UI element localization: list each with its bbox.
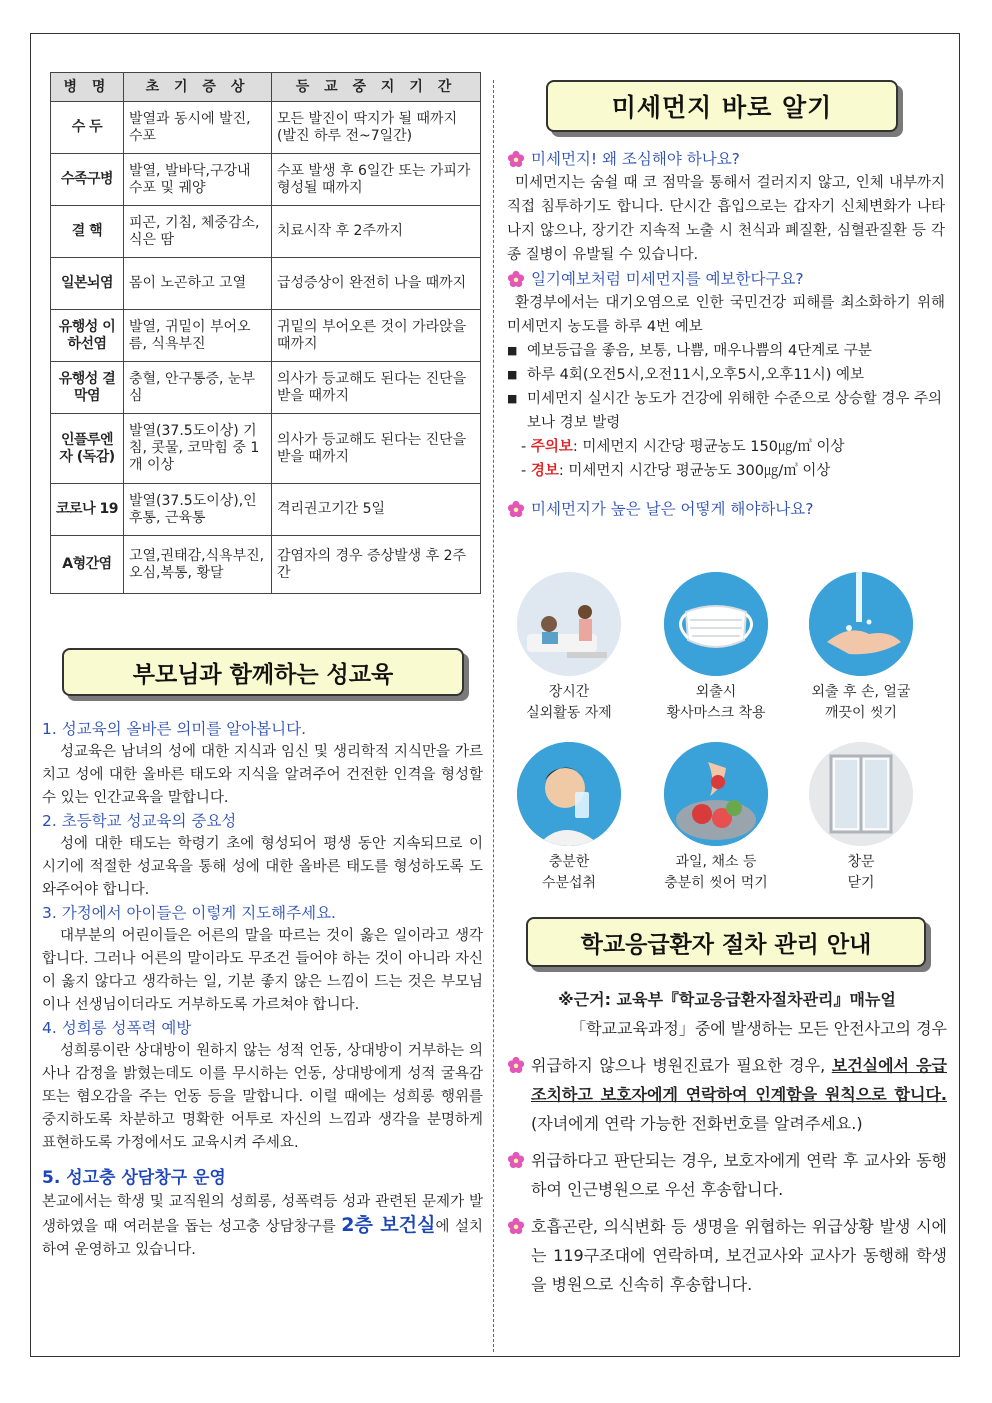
- disease-table: [50, 72, 481, 594]
- table-row: [51, 258, 481, 310]
- header-period: 등 교 중 지 기 간: [272, 73, 481, 102]
- emergency-title: 학교응급환자 절차 관리 안내: [526, 917, 926, 967]
- list-item: [507, 1146, 947, 1204]
- sex-ed-body-3: 대부분의 어린이들은 어른의 말을 따르는 것이 옳은 일이라고 생각합니다. 그러나 어른의 말이라도 무조건 들어야 하는 것이 아니라 자신이 옳지 않다고 생각하는 일, 기분 좋지 않은 느낌이 드는 것은 부모님이나 선생님이더라도 거부하도록 가르쳐야 합니다.: [42, 928, 483, 1013]
- bullet-text: 미세먼지 실시간 농도가 건강에 위해한 수준으로 상승할 경우 주의보나 경보 발령: [527, 391, 943, 431]
- hand-wash-icon: [809, 572, 913, 676]
- flower-icon: [507, 500, 525, 518]
- dust-question-3: [507, 497, 945, 521]
- square-bullet-icon: ■: [507, 344, 518, 357]
- table-row: [51, 414, 481, 484]
- disease-period: 의사가 등교해도 된다는 진단을 받을 때까지: [272, 414, 481, 484]
- tip-wash-food: [656, 742, 776, 894]
- sex-ed-heading-3: 3. 가정에서 아이들은 이렇게 지도해주세요.: [42, 904, 336, 922]
- sex-ed-title: 부모님과 함께하는 성교육: [62, 648, 464, 696]
- dust-tips-grid: [509, 572, 943, 902]
- sex-ed-body-5: [42, 1191, 483, 1262]
- tip-label-2: 실외활동 자제: [526, 705, 612, 721]
- bullet-text: 하루 4회(오전5시,오전11시,오후5시,오후11시) 예보: [527, 367, 865, 383]
- sex-ed-body-5b: 에 설치하여 운영하고 있습니다.: [42, 1219, 483, 1258]
- table-row: [51, 362, 481, 414]
- disease-symptom: 발열(37.5도이상),인후통, 근육통: [124, 484, 272, 536]
- disease-symptom: 발열, 발바닥,구강내 수포 및 궤양: [124, 154, 272, 206]
- table-row: [51, 310, 481, 362]
- dust-question-3-text: 미세먼지가 높은 날은 어떻게 해야하나요?: [531, 500, 814, 518]
- tip-stay-indoors: [509, 572, 629, 724]
- emergency-basis: ※근거: 교육부『학교응급환자절차관리』매뉴얼: [558, 990, 896, 1009]
- disease-name: 인플루엔자 (독감): [51, 414, 124, 484]
- tip-label-2: 황사마스크 착용: [666, 705, 766, 721]
- dust-question-1-text: 미세먼지! 왜 조심해야 하나요?: [531, 150, 740, 168]
- flower-icon: [507, 1151, 525, 1169]
- warning-label: 경보: [530, 463, 559, 479]
- emergency-scope: 「학교교육과정」중에 발생하는 모든 안전사고의 경우: [570, 1019, 947, 1038]
- emergency-item-3: 호흡곤란, 의식변화 등 생명을 위협하는 위급상황 발생 시에는 119구조대에 연락하며, 보건교사와 교사가 동행해 학생을 병원으로 신속히 후송합니다.: [531, 1217, 947, 1294]
- dust-question-2-text: 일기예보처럼 미세먼지를 예보한다구요?: [531, 270, 804, 288]
- mask-icon: [664, 572, 768, 676]
- tip-close-windows: [801, 742, 921, 894]
- flower-icon: [507, 150, 525, 168]
- sex-ed-body-4: 성희롱이란 상대방이 원하지 않는 성적 언동, 상대방이 거부하는 의사나 감정을 밝혔는데도 이를 무시하는 언동, 상대방에게 성적 굴욕감 또는 혐오감을 주는 언동 등을 말합니다. 이럴 때에는 성희롱 행위를 중지하도록 차분하고 명확한 어투로 자신의 느낌과 생각을 분명하게 표현하도록 가정에서도 교육시켜 주세요.: [42, 1043, 483, 1151]
- warning-text: : 미세먼지 시간당 평균농도 300㎍/㎥ 이상: [558, 463, 831, 479]
- header-disease: 병 명: [51, 73, 124, 102]
- sex-ed-heading-5: 5. 성고충 상담창구 운영: [42, 1168, 226, 1188]
- disease-name: 수족구병: [51, 154, 124, 206]
- disease-name: 수 두: [51, 102, 124, 154]
- square-bullet-icon: ■: [507, 368, 518, 381]
- disease-symptom: 피곤, 기침, 체중감소, 식은 땀: [124, 206, 272, 258]
- dust-question-1: [507, 147, 945, 171]
- family-indoors-icon: [517, 572, 621, 676]
- header-symptom: 초 기 증 상: [124, 73, 272, 102]
- sex-ed-heading-2: 2. 초등학교 성교육의 중요성: [42, 812, 237, 830]
- sex-ed-section: [42, 718, 483, 1262]
- emergency-item-1: [531, 1051, 947, 1138]
- list-item: [507, 1051, 947, 1138]
- window-icon: [809, 742, 913, 846]
- watch-text: : 미세먼지 시간당 평균농도 150㎍/㎥ 이상: [572, 439, 845, 455]
- flower-icon: [507, 1056, 525, 1074]
- warning-level: - 경보: 미세먼지 시간당 평균농도 300㎍/㎥ 이상: [521, 463, 831, 479]
- emergency-item-1b: (자녀에게 연락 가능한 전화번호를 알려주세요.): [531, 1114, 863, 1133]
- dust-answer-2: 환경부에서는 대기오염으로 인한 국민건강 피해를 최소화하기 위해 미세먼지 농도를 하루 4번 예보: [507, 295, 945, 335]
- table-row: [51, 484, 481, 536]
- list-item: [507, 387, 945, 435]
- emergency-item-1a: 위급하지 않으나 병원진료가 필요한 경우,: [531, 1056, 832, 1075]
- disease-name: 결 핵: [51, 206, 124, 258]
- list-item: [507, 339, 945, 363]
- emergency-item-2: 위급하다고 판단되는 경우, 보호자에게 연락 후 교사와 동행하여 인근병원으로 우선 후송합니다.: [531, 1151, 947, 1199]
- tip-label-1: 장시간: [548, 684, 590, 700]
- table-row: [51, 536, 481, 594]
- tip-label-1: 충분한: [548, 854, 590, 870]
- tip-label-2: 수분섭취: [541, 875, 597, 891]
- disease-name: 유행성 결막염: [51, 362, 124, 414]
- tip-wear-mask: [656, 572, 776, 724]
- sex-ed-body-2: 성에 대한 태도는 학령기 초에 형성되어 평생 동안 지속되므로 이 시기에 적절한 성교육을 통해 성에 대한 올바른 태도를 형성하도록 도와주어야 합니다.: [42, 836, 483, 898]
- watch-level: - 주의보: 미세먼지 시간당 평균농도 150㎍/㎥ 이상: [521, 439, 845, 455]
- table-header-row: [51, 73, 481, 102]
- sex-ed-heading-4: 4. 성희롱 성폭력 예방: [42, 1019, 192, 1037]
- bullet-text: 예보등급을 좋음, 보통, 나쁨, 매우나쁨의 4단계로 구분: [527, 343, 872, 359]
- disease-symptom: 고열,권태감,식욕부진,오심,복통, 황달: [124, 536, 272, 594]
- tip-label-1: 과일, 채소 등: [675, 854, 757, 870]
- tip-label-2: 깨끗이 씻기: [824, 705, 898, 721]
- tip-wash-hands: [801, 572, 921, 724]
- column-divider: [493, 80, 494, 1352]
- tip-label-1: 창문: [847, 854, 875, 870]
- tip-label-2: 닫기: [847, 875, 875, 891]
- emergency-item-1-underlined: 보건실에서 응급조치하고 보호자에게 연락하여 인계함을 원칙으로 합니다.: [531, 1056, 947, 1104]
- disease-symptom: 발열, 귀밑이 부어오름, 식욕부진: [124, 310, 272, 362]
- disease-name: 코로나 19: [51, 484, 124, 536]
- sex-ed-body-1: 성교육은 남녀의 성에 대한 지식과 임신 및 생리학적 지식만을 가르치고 성에 대한 올바른 태도와 지식을 알려주어 건전한 인격을 형성할 수 있는 인간교육을 말합니다.: [42, 744, 483, 806]
- disease-symptom: 충혈, 안구통증, 눈부심: [124, 362, 272, 414]
- sex-ed-body-5a: 본교에서는 학생 및 교직원의 성희롱, 성폭력등 성과 관련된 문제가 발생하였을 때 여러분을 돕는 성고충 상담창구를: [42, 1194, 483, 1235]
- washing-fruit-icon: [664, 742, 768, 846]
- disease-symptom: 발열(37.5도이상) 기침, 콧물, 코막힘 중 1개 이상: [124, 414, 272, 484]
- disease-name: A형간염: [51, 536, 124, 594]
- disease-period: 급성증상이 완전히 나을 때까지: [272, 258, 481, 310]
- drinking-water-icon: [517, 742, 621, 846]
- fine-dust-section: [507, 147, 945, 521]
- tip-label-1: 외출 후 손, 얼굴: [811, 684, 911, 700]
- counsel-location: 2층 보건실: [341, 1214, 436, 1236]
- fine-dust-title: 미세먼지 바로 알기: [546, 80, 898, 132]
- disease-period: 치료시작 후 2주까지: [272, 206, 481, 258]
- table-row: [51, 154, 481, 206]
- dust-answer-1: 미세먼지는 숨쉴 때 코 점막을 통해서 걸러지지 않고, 인체 내부까지 직접 침투하기도 합니다. 단시간 흡입으로는 갑자기 신체변화가 나타나지 않으나, 장기간 지속적 노출 시 천식과 폐질환, 심혈관질환 등 각종 질병이 유발될 수 있습니다.: [507, 175, 945, 263]
- disease-symptom: 몸이 노곤하고 고열: [124, 258, 272, 310]
- list-item: [507, 1212, 947, 1299]
- emergency-section: [507, 985, 947, 1299]
- disease-period: 귀밑의 부어오른 것이 가라앉을 때까지: [272, 310, 481, 362]
- disease-name: 유행성 이하선염: [51, 310, 124, 362]
- list-item: [507, 363, 945, 387]
- disease-period: 모든 발진이 딱지가 될 때까지(발진 하루 전~7일간): [272, 102, 481, 154]
- watch-label: 주의보: [530, 439, 573, 455]
- flower-icon: [507, 270, 525, 288]
- sex-ed-heading-1: 1. 성교육의 올바른 의미를 알아봅니다.: [42, 720, 307, 738]
- table-row: [51, 206, 481, 258]
- tip-drink-water: [509, 742, 629, 894]
- disease-period: 의사가 등교해도 된다는 진단을 받을 때까지: [272, 362, 481, 414]
- disease-symptom: 발열과 동시에 발진, 수포: [124, 102, 272, 154]
- table-row: [51, 102, 481, 154]
- disease-period: 감염자의 경우 증상발생 후 2주간: [272, 536, 481, 594]
- tip-label-2: 충분히 씻어 먹기: [664, 875, 768, 891]
- dust-question-2: [507, 267, 945, 291]
- tip-label-1: 외출시: [695, 684, 737, 700]
- square-bullet-icon: ■: [507, 392, 518, 405]
- disease-period: 수포 발생 후 6일간 또는 가피가 형성될 때까지: [272, 154, 481, 206]
- disease-period: 격리권고기간 5일: [272, 484, 481, 536]
- flower-icon: [507, 1217, 525, 1235]
- disease-name: 일본뇌염: [51, 258, 124, 310]
